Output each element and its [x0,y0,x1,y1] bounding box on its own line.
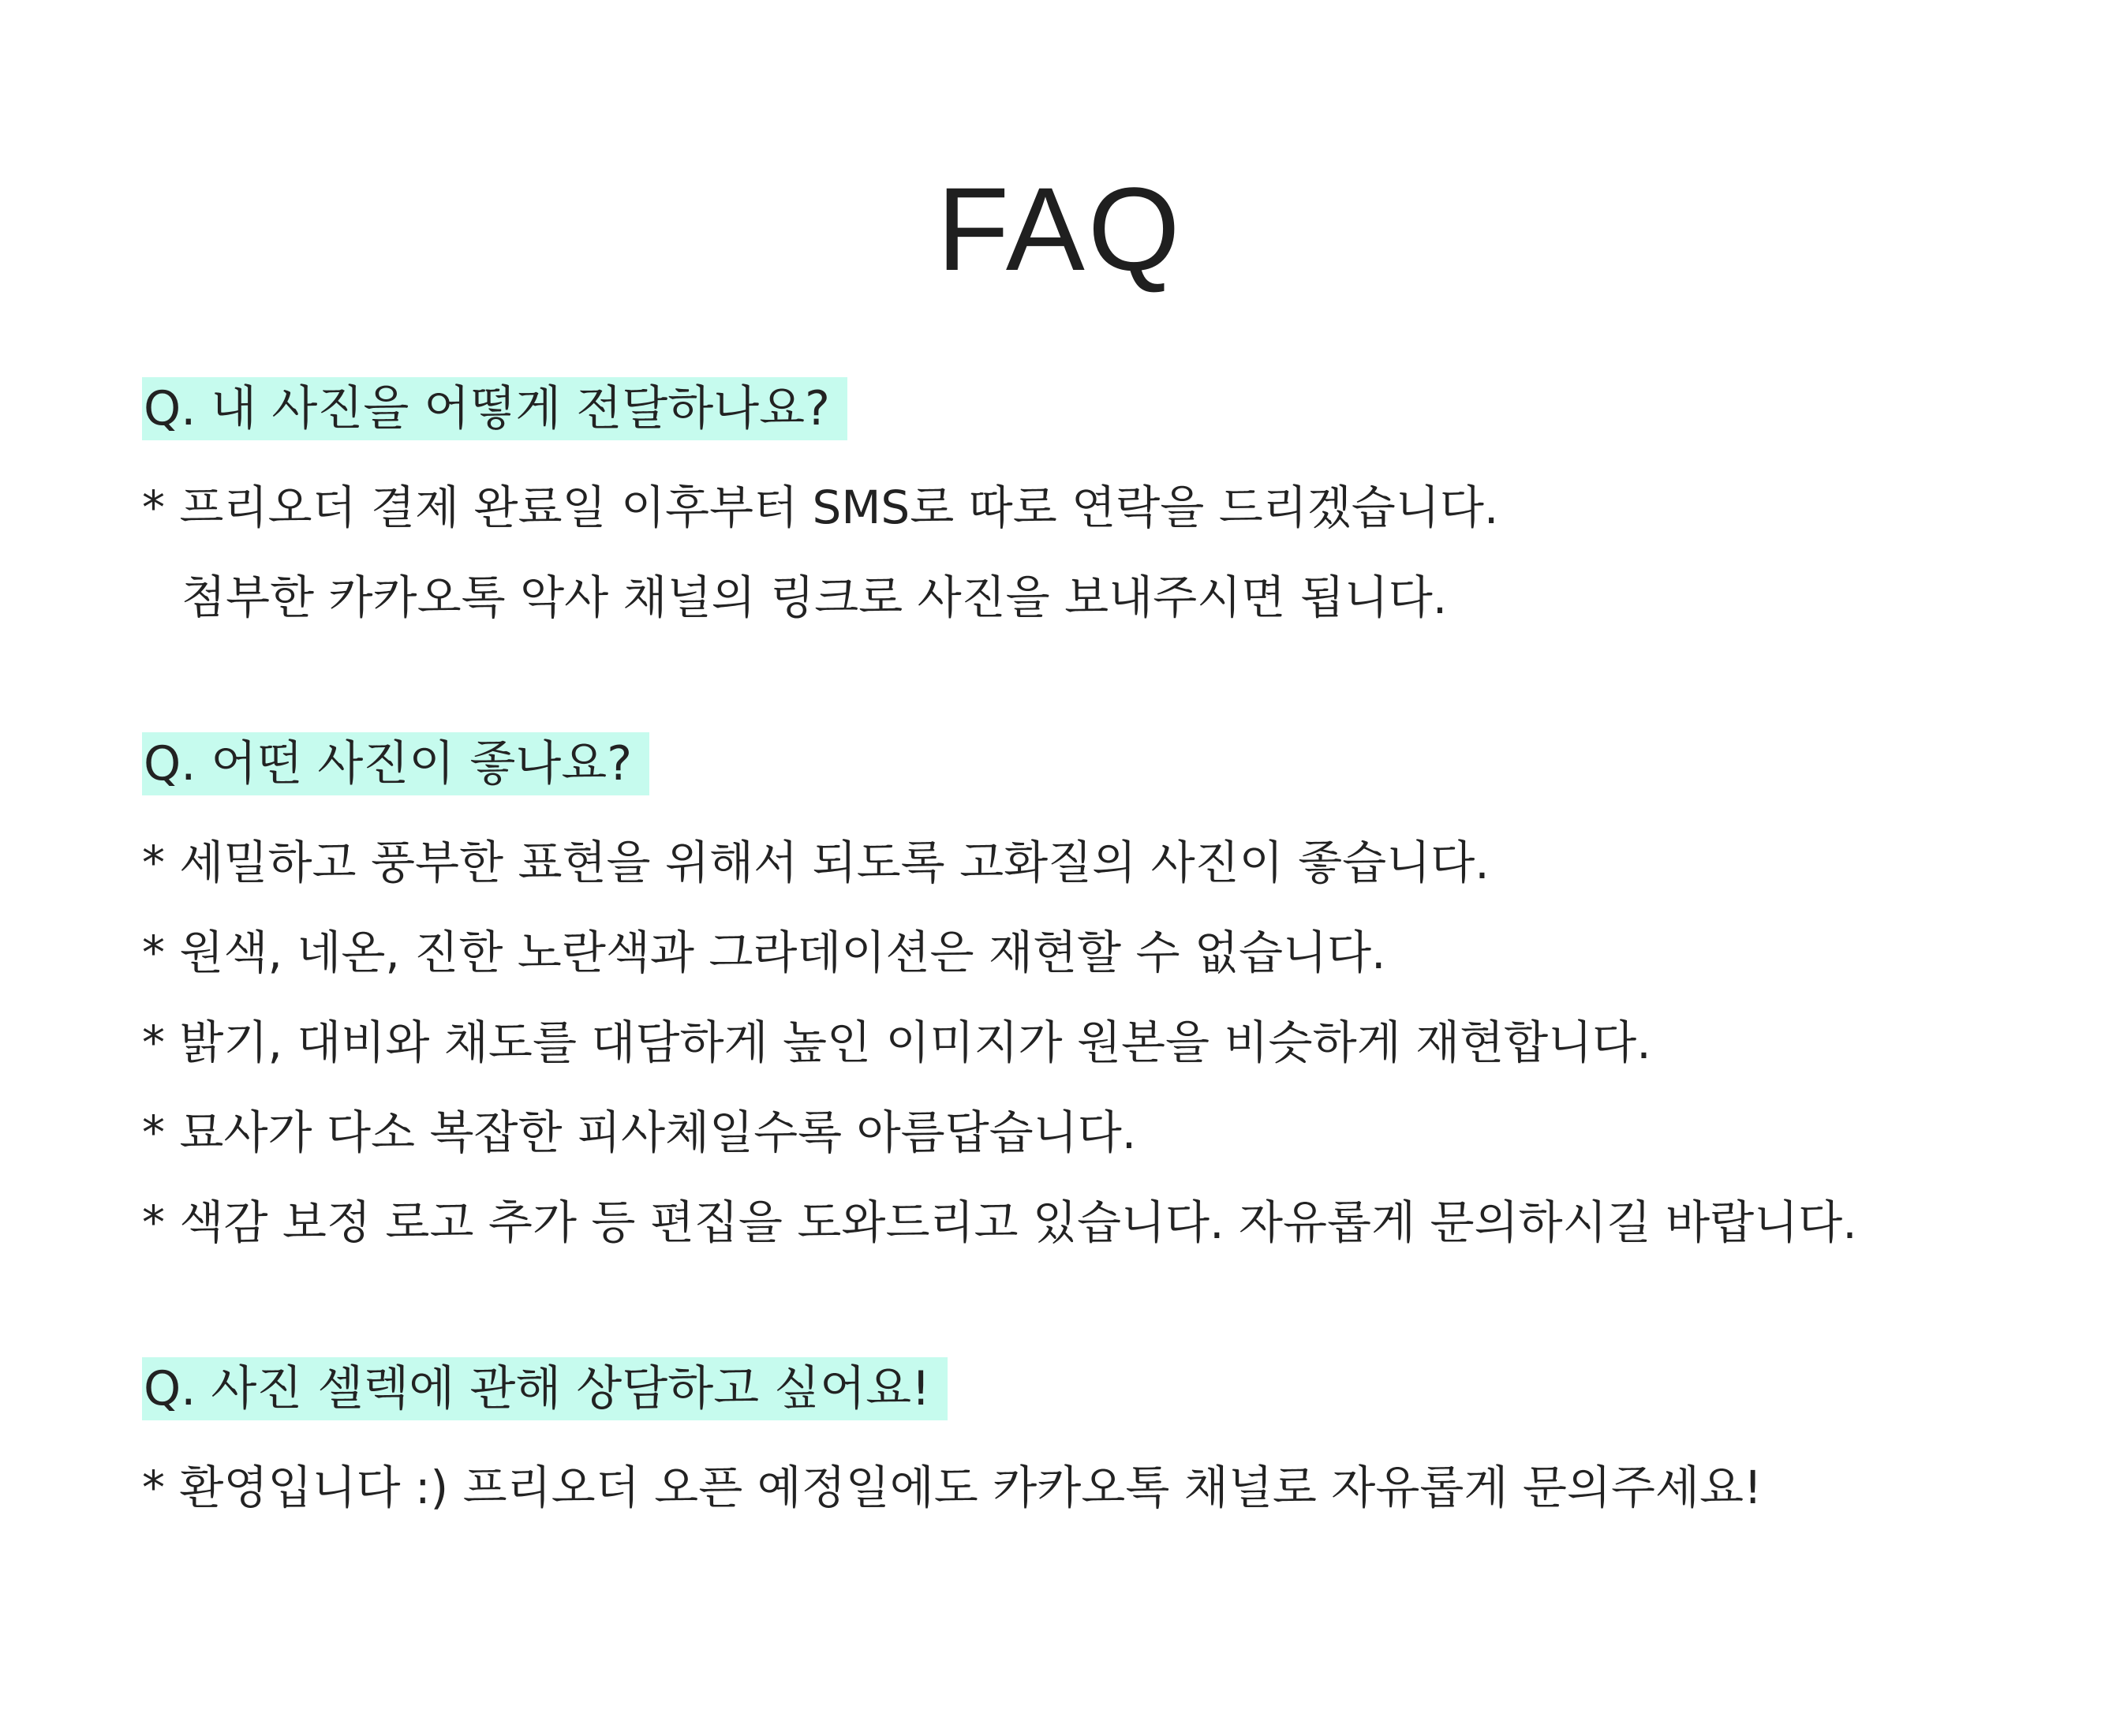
faq-answer [142,907,2036,997]
faq-list [142,377,2036,1622]
faq-question: Q. 어떤 사진이 좋나요? [142,732,649,795]
faq-answer-line: * 밝기, 대비와 채도를 대담하게 높인 이미지가 원본을 비슷하게 재현합니다. [142,1016,1651,1069]
page-title: FAQ [937,163,1183,295]
faq-answer-line: * 환영입니다 :) 프리오더 오픈 예정일에도 카카오톡 채널로 자유롭게 문의주세요! [142,1461,1763,1514]
faq-answer-list [142,1442,2036,1532]
faq-answer-line: * 세밀하고 풍부한 표현을 위해서 되도록 고화질의 사진이 좋습니다. [142,836,1490,889]
faq-answer-line: * 색감 보정 로고 추가 등 편집을 도와드리고 있습니다. 자유롭게 문의하시길 바랍니다. [142,1195,1857,1249]
faq-question: Q. 사진 셀렉에 관해 상담하고 싶어요! [142,1357,948,1420]
faq-answer-line: 첨부한 카카오톡 악사 채널의 링크로 사진을 보내주시면 됩니다. [181,571,1448,624]
faq-answer [142,817,2036,907]
faq-answer [142,462,2036,642]
faq-answer [142,997,2036,1087]
faq-answer [142,1442,2036,1532]
faq-answer [142,1087,2036,1177]
faq-item-consult [142,1357,2036,1532]
faq-answer [142,1177,2036,1267]
faq-answer-list [142,462,2036,642]
faq-answer-line: * 묘사가 다소 복잡한 피사체일수록 아름답습니다. [142,1106,1137,1159]
faq-item-good-photo [142,732,2036,1267]
faq-answer-line: * 프리오더 결제 완료일 이후부터 SMS로 따로 연락을 드리겠습니다. [142,481,1499,534]
faq-item-delivery [142,377,2036,642]
faq-answer-list [142,817,2036,1267]
faq-answer-line: * 원색, 네온, 진한 노란색과 그라데이션은 재현할 수 없습니다. [142,926,1386,979]
faq-question: Q. 내 사진을 어떻게 전달하나요? [142,377,847,440]
